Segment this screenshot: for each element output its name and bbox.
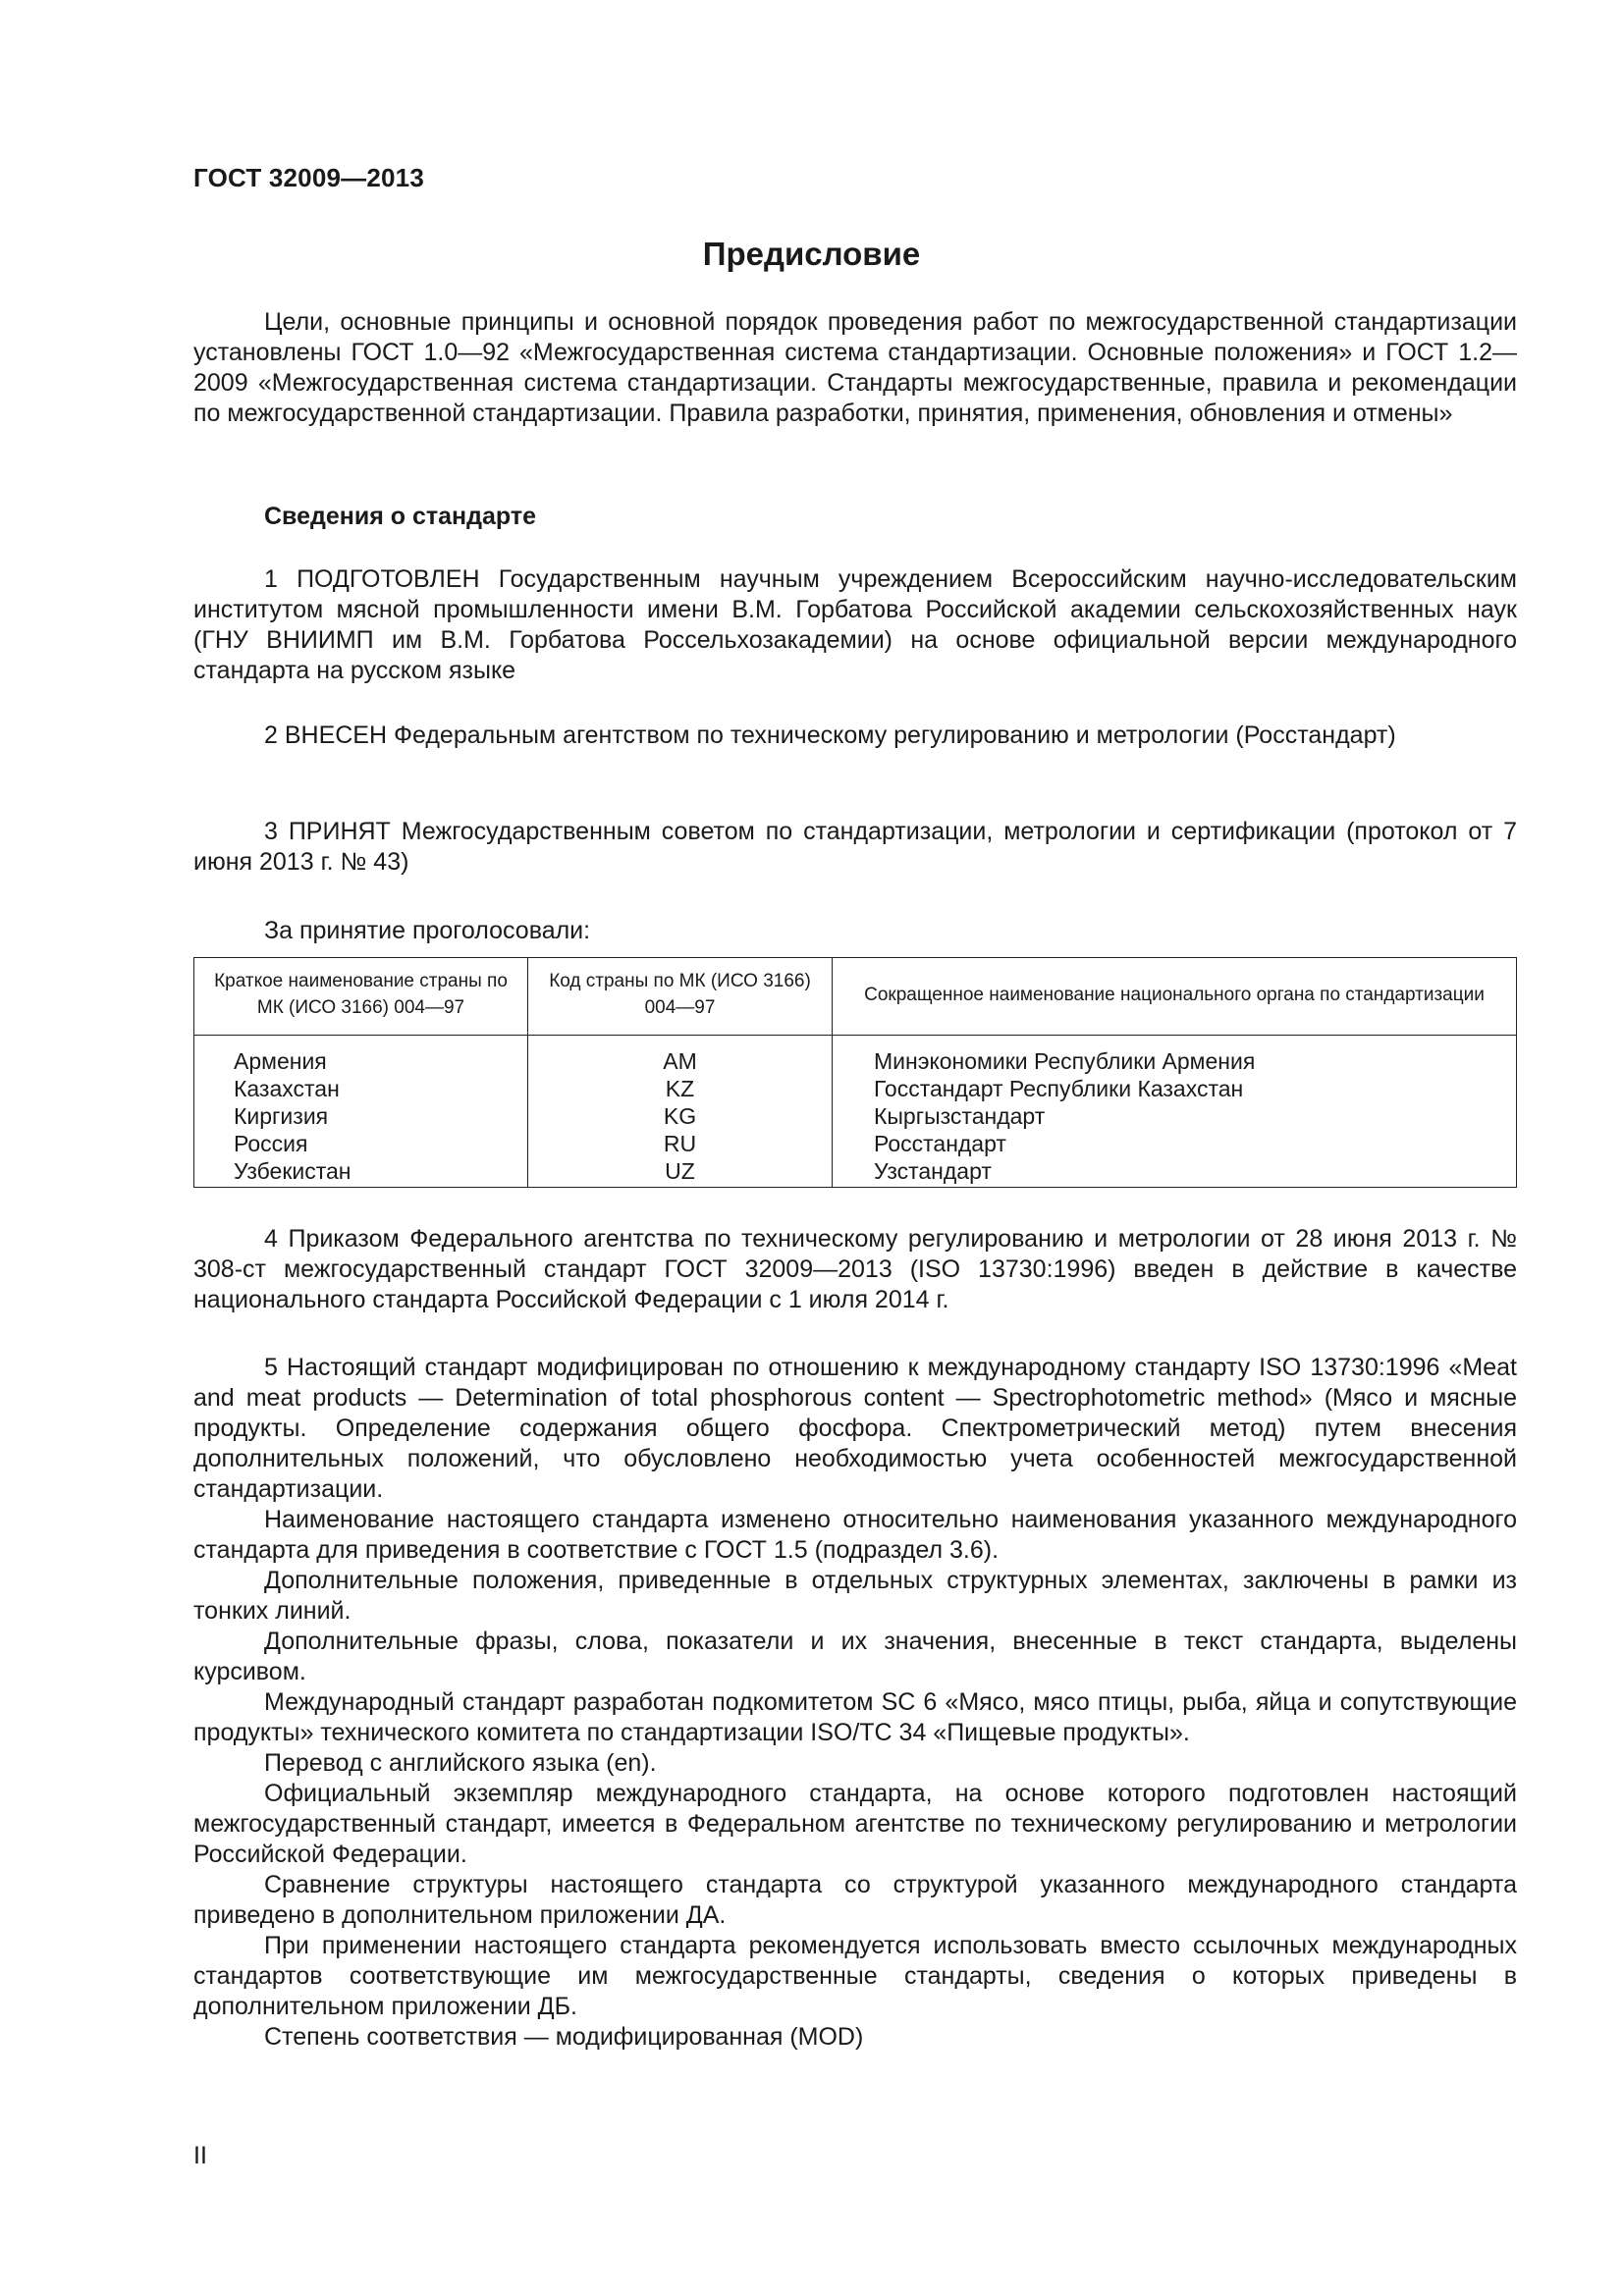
country-name: Узбекистан	[194, 1157, 528, 1188]
item-5-para: 5 Настоящий стандарт модифицирован по отношению к международному стандарту ISO 13730:1996 «Meat and meat products — Determination of total phosphorous content — Spectrophotometric method» (Мясо и мясные продукты. Определение содержания общего фосфора. Спектрометрический метод) путем внесения дополнительных положений, что обусловлено необходимостью учета особенностей межгосударственной стандартизации.	[193, 1354, 1517, 1503]
item-1-text: 1 ПОДГОТОВЛЕН Государственным научным учреждением Всероссийским научно-исследовательским институтом мясной промышленности имени В.М. Горбатова Российской академии сельскохозяйственных наук (ГНУ ВНИИМП им В.М. Горбатова Россельхозакадемии) на основе официальной версии международного стандарта на русском языке	[193, 565, 1517, 684]
item-5	[193, 1353, 1517, 2053]
item-5-para: Дополнительные фразы, слова, показатели и их значения, внесенные в текст стандарта, выделены курсивом.	[193, 1628, 1517, 1685]
standards-body: Кыргызстандарт	[833, 1102, 1517, 1130]
country-name: Казахстан	[194, 1075, 528, 1102]
item-4-text: 4 Приказом Федерального агентства по техническому регулированию и метрологии от 28 июня 2013 г. № 308-ст межгосударственный стандарт ГОСТ 32009—2013 (ISO 13730:1996) введен в действие в качестве национального стандарта Российской Федерации с 1 июля 2014 г.	[193, 1225, 1517, 1313]
country-code: RU	[528, 1130, 833, 1157]
page-title: Предисловие	[702, 236, 921, 272]
table-row	[194, 1075, 1517, 1102]
item-5-para: Сравнение структуры настоящего стандарта со структурой указанного международного стандарта приведено в дополнительном приложении ДА.	[193, 1871, 1517, 1929]
item-5-para: Официальный экземпляр международного стандарта, на основе которого подготовлен настоящий межгосударственный стандарт, имеется в Федеральном агентстве по техническому регулированию и метрологии Российской Федерации.	[193, 1780, 1517, 1868]
standards-body: Минэкономики Республики Армения	[833, 1036, 1517, 1076]
table-row	[194, 1157, 1517, 1188]
item-3	[193, 817, 1517, 878]
item-5-para: Перевод с английского языка (en).	[264, 1749, 657, 1777]
item-5-para: Международный стандарт разработан подкомитетом SC 6 «Мясо, мясо птицы, рыба, яйца и сопутствующие продукты» технического комитета по стандартизации ISO/TC 34 «Пищевые продукты».	[193, 1688, 1517, 1746]
country-code: KZ	[528, 1075, 833, 1102]
member-states-table	[193, 957, 1517, 1188]
country-name: Россия	[194, 1130, 528, 1157]
intro-text: Цели, основные принципы и основной порядок проведения работ по межгосударственной стандартизации установлены ГОСТ 1.0—92 «Межгосударственная система стандартизации. Основные положения» и ГОСТ 1.2—2009 «Межгосударственная система стандартизации. Стандарты межгосударственные, правила и рекомендации по межгосударственной стандартизации. Правила разработки, принятия, применения, обновления и отмены»	[193, 308, 1517, 427]
country-name: Армения	[194, 1036, 528, 1076]
item-4	[193, 1224, 1517, 1315]
country-code: KG	[528, 1102, 833, 1130]
country-code: UZ	[528, 1157, 833, 1188]
info-heading: Сведения о стандарте	[264, 503, 537, 530]
item-5-para: При применении настоящего стандарта рекомендуется использовать вместо ссылочных международных стандартов соответствующие им межгосударственные стандарты, сведения о которых приведены в дополнительном приложении ДБ.	[193, 1932, 1517, 2020]
page-number: II	[193, 2142, 207, 2169]
item-3-text: 3 ПРИНЯТ Межгосударственным советом по стандартизации, метрологии и сертификации (протокол от 7 июня 2013 г. № 43)	[193, 818, 1517, 876]
item-5-para: Наименование настоящего стандарта изменено относительно наименования указанного международного стандарта для приведения в соответствие с ГОСТ 1.5 (подраздел 3.6).	[193, 1506, 1517, 1564]
table-row	[194, 1036, 1517, 1076]
table-row	[194, 1102, 1517, 1130]
country-code: AM	[528, 1036, 833, 1076]
vote-label: За принятие проголосовали:	[264, 917, 591, 944]
table-header-row	[194, 958, 1517, 1036]
standards-body: Узстандарт	[833, 1157, 1517, 1188]
header-code: Код страны по МК (ИСО 3166) 004—97	[528, 958, 833, 1036]
item-2	[193, 721, 1517, 751]
item-2-text: 2 ВНЕСЕН Федеральным агентством по техническому регулированию и метрологии (Росстандарт)	[264, 721, 1396, 749]
intro-paragraph	[193, 307, 1517, 429]
document-code: ГОСТ 32009—2013	[193, 163, 424, 192]
country-name: Киргизия	[194, 1102, 528, 1130]
standards-body: Росстандарт	[833, 1130, 1517, 1157]
item-5-para: Степень соответствия — модифицированная (MOD)	[264, 2023, 864, 2051]
table-row	[194, 1130, 1517, 1157]
header-body: Сокращенное наименование национального органа по стандартизации	[833, 958, 1517, 1036]
item-1	[193, 564, 1517, 686]
item-5-para: Дополнительные положения, приведенные в отдельных структурных элементах, заключены в рамки из тонких линий.	[193, 1567, 1517, 1625]
standards-body: Госстандарт Республики Казахстан	[833, 1075, 1517, 1102]
header-country: Краткое наименование страны по МК (ИСО 3166) 004—97	[194, 958, 528, 1036]
